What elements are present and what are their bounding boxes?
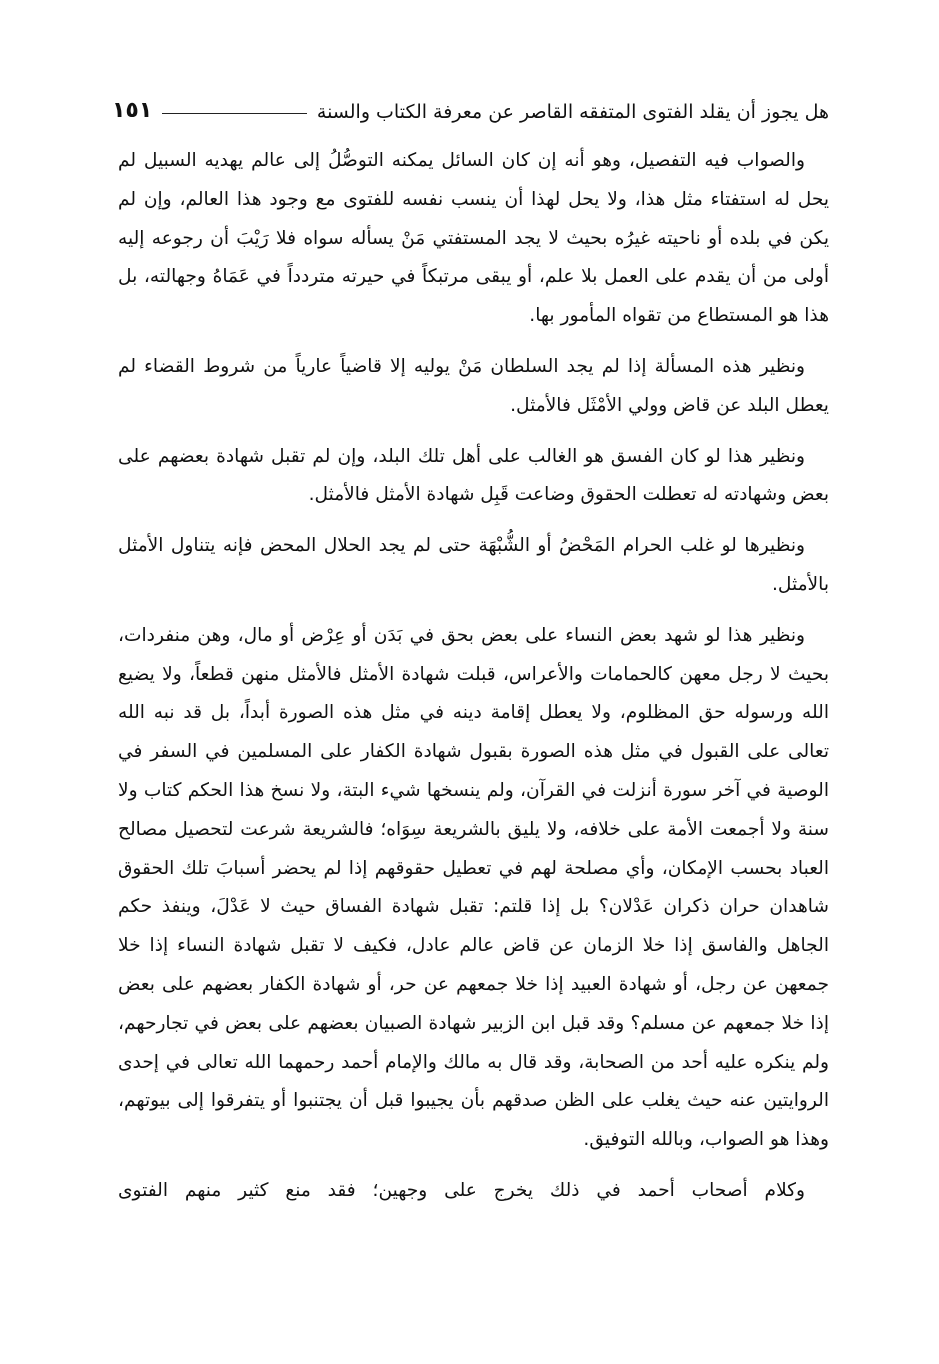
paragraph-2: ونظير هذه المسألة إذا لم يجد السلطان مَنْ يوليه إلا قاضياً عارياً من شروط القضاء لم يعطل البلد عن قاض وولي الأمْثَل فالأمثل. — [118, 355, 829, 416]
paragraph-3: ونظير هذا لو كان الفسق هو الغالب على أهل تلك البلد، وإن لم تقبل شهادة بعضهم على بعض وشهادته له تعطلت الحقوق وضاعت قَبِل شهادة الأمثل فالأمثل. — [118, 445, 829, 506]
running-header — [112, 88, 829, 128]
paragraph-4: ونظيرها لو غلب الحرام المَحْضُ أو الشُّبْهَة حتى لم يجد الحلال المحض فإنه يتناول الأمثل بالأمثل. — [118, 535, 829, 595]
body-text — [118, 142, 829, 1223]
header-title: هل يجوز أن يقلد الفتوى المتفقه القاصر عن معرفة الكتاب والسنة — [316, 101, 829, 123]
paragraph-5: ونظير هذا لو شهد بعض النساء على بعض بحق في بَدَن أو عِرْض أو مال، وهن منفردات، بحيث لا رجل معهن كالحمامات والأعراس، قبلت شهادة الأمثل فالأمثل منهن قطعاً، ولا يضيع الله ورسوله حق المظلوم، ولا يعطل إقامة دينه في مثل هذه الصورة أبداً، بل قد نبه الله تعالى على القبول في مثل هذه الصورة بقبول شهادة الكفار على المسلمين في السفر في الوصية في آخر سورة أنزلت في القرآن، ولم ينسخها شيء البتة، ولا نسخ هذا الحكم كتاب ولا سنة ولا أجمعت الأمة على خلافه، ولا يليق بالشريعة سِوَاه؛ فالشريعة شرعت لتحصيل مصالح العباد بحسب الإمكان، وأي مصلحة لهم في تعطيل حقوقهم إذا لم يحضر أسبابَ تلك الحقوق شاهدان حران ذكران عَدْلان؟ بل إذا قلتم: تقبل شهادة الفساق حيث لا عَدْلَ، وينفذ حكم الجاهل والفاسق إذا خلا الزمان عن قاض عالم عادل، فكيف لا تقبل شهادة النساء إذا خلا جمعهن عن رجل، أو شهادة العبيد إذا خلا جمعهم عن حر، أو شهادة الكفار بعضهم على بعض إذا خلا جمعهم عن مسلم؟ وقد قبل ابن الزبير شهادة الصبيان بعضهم على بعض في تجارحهم، ولم ينكره عليه أحد من الصحابة، وقد قال به مالك والإمام أحمد رحمهما الله تعالى في إحدى الروايتين عنه حيث يغلب على الظن صدقهم بأن يجيبوا قبل أن يجتنبوا أو يتفرقوا إلى بيوتهم، وهذا هو الصواب، وبالله التوفيق. — [118, 624, 829, 1151]
paragraph-1: والصواب فيه التفصيل، وهو أنه إن كان السائل يمكنه التوصُّلُ إلى عالم يهديه السبيل لم يحل له استفتاء مثل هذا، ولا يحل لهذا أن ينسب نفسه للفتوى مع وجود هذا العالم، وإن لم يكن في بلده أو ناحيته غيرُه بحيث لا يجد المستفتي مَنْ يسأله سواه فلا رَيْبَ أن رجوعه إليه أولى من أن يقدم على العمل بلا علم، أو يبقى مرتبكاً في حيرته متردداً في عَمَاهُ وجهالته، بل هذا هو المستطاع من تقواه المأمور بها. — [118, 150, 829, 327]
header-rule — [162, 113, 307, 114]
page-number: ١٥١ — [112, 98, 153, 123]
paragraph-6: وكلام أصحاب أحمد في ذلك يخرج على وجهين؛ فقد منع كثير منهم الفتوى — [118, 1179, 805, 1201]
